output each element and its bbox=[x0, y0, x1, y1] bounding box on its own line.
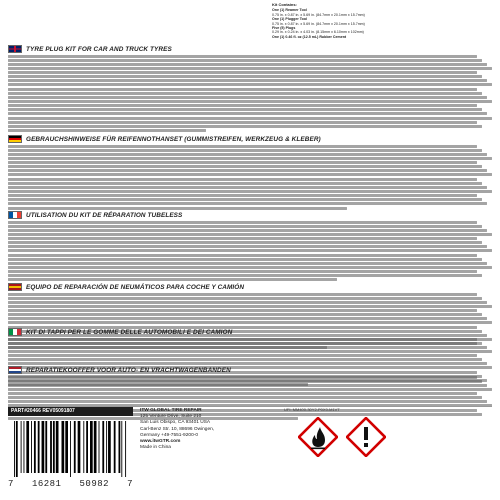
text-line bbox=[8, 121, 477, 124]
text-line bbox=[8, 313, 482, 316]
barcode-bar bbox=[94, 421, 97, 473]
section-header bbox=[8, 210, 492, 220]
barcode-bar bbox=[34, 421, 36, 473]
kit-item-spec: 0.75 in. x 0.87 in. x 5.69 in. (84.7mm x 20.1mm x 15.7mm) bbox=[272, 21, 365, 26]
text-line bbox=[8, 354, 477, 357]
kit-item-name: One (1) Plugger Tool bbox=[272, 17, 308, 22]
text-line bbox=[8, 358, 482, 361]
barcode-bar bbox=[62, 421, 65, 473]
text-line bbox=[8, 186, 487, 189]
barcode-bar bbox=[99, 421, 100, 473]
text-line bbox=[8, 92, 482, 95]
italy-flag-icon bbox=[8, 328, 22, 336]
barcode-bar bbox=[90, 421, 93, 473]
flammable-hazard-icon bbox=[298, 417, 338, 457]
barcode-bar bbox=[45, 421, 47, 473]
text-line bbox=[8, 254, 477, 257]
text-line bbox=[8, 350, 492, 353]
section-english bbox=[8, 44, 492, 133]
barcode-bar bbox=[78, 421, 81, 473]
text-line bbox=[8, 96, 487, 99]
part-number: PART#20466 REV05091807 bbox=[8, 407, 133, 416]
text-line bbox=[8, 194, 477, 197]
barcode-bar bbox=[53, 421, 55, 473]
section-header bbox=[8, 44, 492, 54]
text-line bbox=[8, 388, 492, 391]
kit-item-name: Five (5) Plugs bbox=[272, 26, 296, 31]
text-line bbox=[8, 301, 487, 304]
kit-item-name: One (1) Reamer Tool bbox=[272, 8, 307, 13]
section-title: GEBRAUCHSHINWEISE FÜR REIFENNOTHANSET (GUMMISTREIFEN, WERKZEUG & KLEBER) bbox=[26, 135, 321, 143]
barcode-digit-group: 50982 bbox=[79, 479, 110, 489]
text-line bbox=[8, 67, 492, 70]
kit-item bbox=[272, 8, 488, 17]
text-line bbox=[8, 161, 477, 164]
kit-item bbox=[272, 17, 488, 26]
barcode-digit-group: 7 bbox=[8, 479, 14, 489]
text-line bbox=[8, 241, 482, 244]
barcode-bar bbox=[50, 421, 52, 473]
text-line bbox=[8, 83, 492, 86]
kit-item-name: One (1) 0.46 fl. oz (12.5 mL) Rubber Cement bbox=[272, 34, 347, 39]
ufi-code: UFI: MM400-30Y2-P0X0-M1VT bbox=[284, 407, 340, 412]
text-line bbox=[8, 258, 482, 261]
section-french bbox=[8, 210, 492, 283]
text-line bbox=[8, 270, 477, 273]
barcode-bar bbox=[26, 421, 29, 473]
text-line bbox=[8, 262, 487, 265]
text-line bbox=[8, 153, 487, 156]
barcode-digit-group: 7 bbox=[127, 479, 133, 489]
section-title: UTILISATION DU KIT DE RÉPARATION TUBELESS bbox=[26, 211, 183, 219]
text-line bbox=[8, 190, 492, 193]
section-header bbox=[8, 327, 492, 337]
barcode-bar bbox=[108, 421, 111, 473]
france-flag-icon bbox=[8, 211, 22, 219]
barcode-number bbox=[8, 479, 133, 489]
text-line bbox=[8, 342, 482, 345]
germany-flag-icon bbox=[8, 135, 22, 143]
section-title: KIT DI TAPPI PER LE GOMME DELLE AUTOMOBILI E DEI CAMION bbox=[26, 328, 233, 336]
section-header bbox=[8, 282, 492, 292]
eu-address-line: Germany +49-7551-9200-0 bbox=[140, 432, 198, 438]
barcode bbox=[12, 421, 130, 477]
barcode-bar bbox=[119, 421, 121, 473]
label-footer bbox=[8, 407, 492, 500]
text-line bbox=[8, 182, 482, 185]
text-line bbox=[8, 392, 477, 395]
barcode-bar bbox=[14, 421, 15, 477]
barcode-bar bbox=[16, 421, 18, 477]
barcode-bar bbox=[74, 421, 76, 473]
text-line bbox=[8, 173, 492, 176]
barcode-bar bbox=[114, 421, 116, 473]
barcode-bar bbox=[65, 421, 68, 473]
uk-flag-icon bbox=[8, 45, 22, 53]
text-line bbox=[8, 309, 477, 312]
text-line bbox=[8, 233, 492, 236]
text-line bbox=[8, 321, 492, 324]
section-title: EQUIPO DE REPARACIÓN DE NEUMÁTICOS PARA COCHE Y CAMIÓN bbox=[26, 283, 245, 291]
text-line bbox=[8, 104, 477, 107]
text-line bbox=[8, 117, 492, 120]
text-line bbox=[8, 376, 477, 379]
barcode-bar bbox=[102, 421, 104, 473]
section-body bbox=[8, 145, 492, 210]
section-body bbox=[8, 55, 492, 133]
text-line bbox=[8, 384, 487, 387]
text-line bbox=[8, 75, 482, 78]
barcode-bar bbox=[121, 421, 122, 477]
text-line bbox=[8, 237, 477, 240]
barcode-bar bbox=[83, 421, 84, 473]
manufacturer-info bbox=[140, 408, 280, 451]
text-line bbox=[8, 221, 477, 224]
kit-item-spec: 0.75 in. x 0.87 in. x 5.69 in. (84.7mm x 20.1mm x 15.7mm) bbox=[272, 12, 365, 17]
section-german bbox=[8, 134, 492, 211]
barcode-bar bbox=[106, 421, 107, 473]
text-line bbox=[8, 293, 477, 296]
country-of-origin: Made in China bbox=[140, 445, 171, 451]
text-line bbox=[8, 157, 492, 160]
text-line bbox=[8, 225, 482, 228]
text-line bbox=[8, 305, 492, 308]
barcode-bar bbox=[70, 421, 71, 477]
barcode-bar bbox=[21, 421, 22, 473]
text-line bbox=[8, 317, 487, 320]
section-title: TYRE PLUG KIT FOR CAR AND TRUCK TYRES bbox=[26, 45, 172, 53]
text-line bbox=[8, 169, 487, 172]
barcode-bar bbox=[56, 421, 59, 473]
text-line bbox=[8, 338, 477, 341]
netherlands-flag-icon bbox=[8, 366, 22, 374]
text-line bbox=[8, 297, 482, 300]
text-line bbox=[8, 149, 482, 152]
text-line bbox=[8, 266, 492, 269]
barcode-digit-group: 16281 bbox=[31, 479, 62, 489]
text-line bbox=[8, 380, 482, 383]
text-line bbox=[8, 100, 492, 103]
eu-address-line: Carl-Benz Str. 10, 88696 Owingen, bbox=[140, 426, 215, 432]
text-line bbox=[8, 165, 482, 168]
product-label-page bbox=[8, 0, 492, 500]
text-line bbox=[8, 202, 487, 205]
text-line bbox=[8, 145, 477, 148]
barcode-bar bbox=[31, 421, 32, 473]
company-name: ITW GLOBAL TIRE REPAIR bbox=[140, 408, 202, 413]
address-line: San Luis Obispo, CA 93401 USA bbox=[140, 420, 211, 426]
text-line bbox=[8, 178, 477, 181]
text-line bbox=[8, 129, 206, 132]
health-hazard-icon bbox=[346, 417, 386, 457]
text-line bbox=[8, 63, 487, 66]
text-line bbox=[8, 55, 477, 58]
address-line: 125 Venture Drive, Suite 210 bbox=[140, 414, 202, 420]
text-line bbox=[8, 229, 487, 232]
text-line bbox=[8, 112, 487, 115]
kit-contents-title: Kit Contains: bbox=[272, 2, 297, 7]
kit-contents bbox=[272, 3, 488, 39]
section-body bbox=[8, 221, 492, 282]
text-line bbox=[8, 79, 487, 82]
text-line bbox=[8, 396, 482, 399]
text-line bbox=[8, 108, 482, 111]
spain-flag-icon bbox=[8, 283, 22, 291]
barcode-bar bbox=[86, 421, 88, 473]
barcode-bar bbox=[24, 421, 25, 473]
kit-item bbox=[272, 35, 488, 39]
section-header bbox=[8, 134, 492, 144]
text-line bbox=[8, 88, 477, 91]
text-line bbox=[8, 71, 477, 74]
section-header bbox=[8, 365, 492, 375]
text-line bbox=[8, 346, 487, 349]
barcode-bar bbox=[38, 421, 40, 473]
barcode-bar bbox=[42, 421, 45, 473]
text-line bbox=[8, 245, 487, 248]
website: www.itwGTR.com bbox=[140, 439, 181, 445]
text-line bbox=[8, 249, 492, 252]
section-title: REPARATIEKOOFFER VOOR AUTO- EN VRACHTWAGENBANDEN bbox=[26, 366, 231, 374]
text-line bbox=[8, 125, 482, 128]
text-line bbox=[8, 59, 482, 62]
text-line bbox=[8, 400, 487, 403]
kit-item bbox=[272, 26, 488, 35]
text-line bbox=[8, 198, 482, 201]
kit-item-spec: 0.29 in. x 0.24 in. x 4.03 in. (8.15mm x 6.10mm x 102mm) bbox=[272, 30, 364, 35]
text-line bbox=[8, 274, 482, 277]
barcode-bar bbox=[125, 421, 126, 477]
